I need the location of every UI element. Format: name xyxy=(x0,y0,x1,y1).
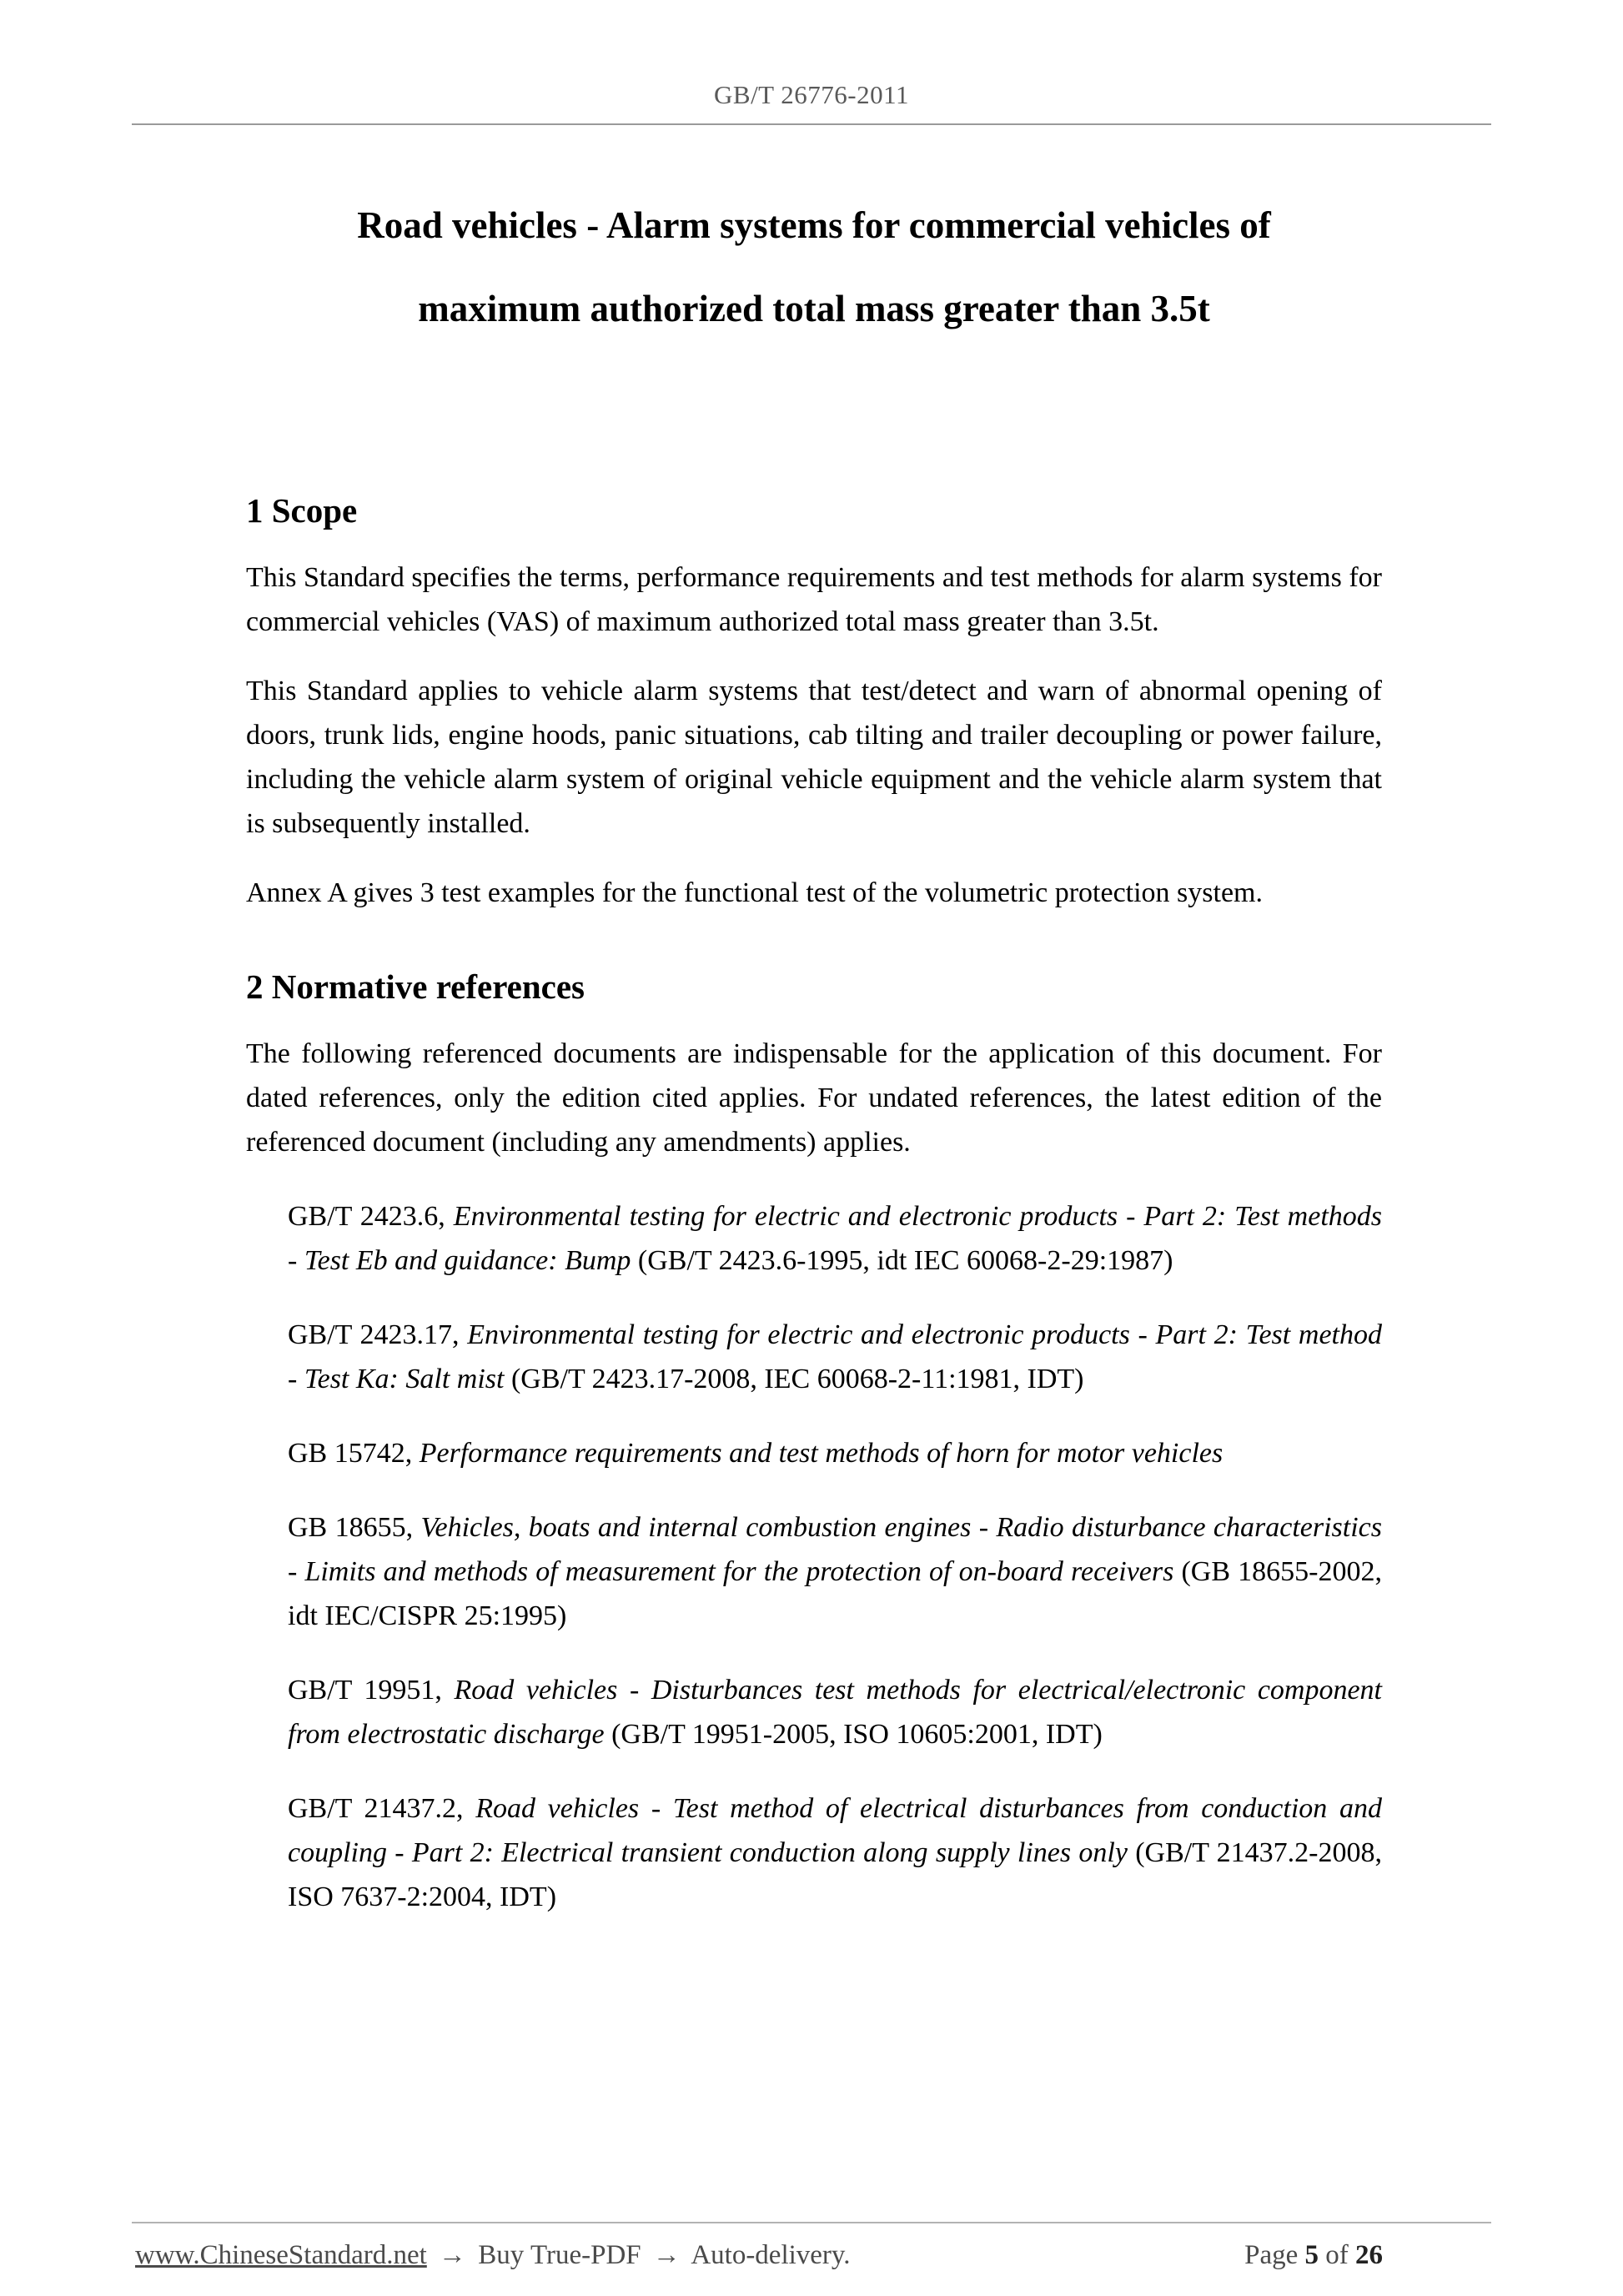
document-title xyxy=(246,183,1382,350)
of-label: of xyxy=(1325,2240,1349,2270)
page-header xyxy=(0,0,1623,125)
reference-details: (GB/T 2423.17-2008, IEC 60068-2-11:1981, IDT) xyxy=(504,1364,1084,1394)
page-label: Page xyxy=(1244,2240,1299,2270)
scope-paragraph-3: Annex A gives 3 test examples for the functional test of the volumetric protection system. xyxy=(246,877,1264,908)
page-indicator xyxy=(1244,2240,1383,2271)
reference-item xyxy=(246,1786,1382,1919)
reference-details: (GB/T 21437.2-2008, ISO 7637-2:2004, IDT) xyxy=(288,1837,1382,1912)
reference-item xyxy=(246,1194,1382,1283)
reference-number: GB/T 2423.17, xyxy=(288,1319,468,1350)
arrow-icon: → xyxy=(439,2240,467,2270)
reference-title: Environmental testing for electric and electronic products - Part 2: Test methods - Test Eb and guidance: Bump xyxy=(288,1201,1382,1276)
current-page-number: 5 xyxy=(1304,2240,1319,2270)
reference-title: Vehicles, boats and internal combustion engines - Radio disturbance characteristics - Limits and methods of measurement for the protection of on-board receivers xyxy=(288,1512,1383,1587)
reference-item xyxy=(246,1505,1382,1638)
reference-number: GB/T 2423.6, xyxy=(288,1201,454,1232)
document-content xyxy=(0,183,1623,1919)
normative-intro-paragraph: The following referenced documents are indispensable for the application of this document. For dated references, only the edition cited applies. For undated references, the latest edition of the referenced document (including any amendments) applies. xyxy=(246,1038,1382,1158)
doc-number: GB/T 26776-2011 xyxy=(714,80,909,109)
reference-details: (GB 18655-2002, idt IEC/CISPR 25:1995) xyxy=(288,1556,1382,1631)
header-divider xyxy=(132,123,1491,125)
reference-details: (GB/T 19951-2005, ISO 10605:2001, IDT) xyxy=(604,1719,1103,1750)
reference-title: Environmental testing for electric and electronic products - Part 2: Test method - Test Ka: Salt mist xyxy=(288,1319,1383,1394)
section-heading-scope: 1 Scope xyxy=(246,491,358,530)
title-line-2: maximum authorized total mass greater than 3.5t xyxy=(418,288,1210,329)
page-footer xyxy=(0,2222,1623,2296)
arrow-icon: → xyxy=(652,2240,681,2270)
reference-item xyxy=(246,1313,1382,1401)
scope-paragraph-2: This Standard applies to vehicle alarm systems that test/detect and warn of abnormal opening of doors, trunk lids, engine hoods, panic situations, cab tilting and trailer decoupling or power failure, including the vehicle alarm system of original vehicle equipment and the vehicle alarm system that is subsequently installed. xyxy=(246,676,1382,839)
reference-number: GB/T 21437.2, xyxy=(288,1793,476,1824)
reference-list xyxy=(246,1194,1382,1919)
section-heading-normative-references: 2 Normative references xyxy=(246,967,585,1006)
scope-paragraph-1: This Standard specifies the terms, performance requirements and test methods for alarm systems for commercial vehicles (VAS) of maximum authorized total mass greater than 3.5t. xyxy=(246,562,1382,637)
reference-title: Road vehicles - Disturbances test methods for electrical/electronic component from electrostatic discharge xyxy=(288,1675,1382,1750)
buy-true-pdf-label: Buy True-PDF xyxy=(478,2240,641,2270)
reference-item xyxy=(246,1431,1382,1475)
reference-details: (GB/T 2423.6-1995, idt IEC 60068-2-29:1987) xyxy=(631,1245,1173,1276)
site-link[interactable]: www.ChineseStandard.net xyxy=(135,2240,427,2270)
reference-title: Road vehicles - Test method of electrical disturbances from conduction and coupling - Part 2: Electrical transient conduction along supply lines only xyxy=(288,1793,1382,1868)
reference-item xyxy=(246,1668,1382,1756)
reference-number: GB/T 19951, xyxy=(288,1675,455,1706)
footer-row xyxy=(135,2240,1490,2296)
reference-title: Performance requirements and test methods of horn for motor vehicles xyxy=(419,1438,1224,1469)
reference-number: GB 18655, xyxy=(288,1512,421,1543)
reference-number: GB 15742, xyxy=(288,1438,420,1469)
auto-delivery-label: Auto-delivery. xyxy=(691,2240,851,2270)
title-line-1: Road vehicles - Alarm systems for commercial vehicles of xyxy=(357,204,1271,246)
total-page-number: 26 xyxy=(1355,2240,1383,2270)
footer-divider xyxy=(132,2222,1491,2223)
footer-left xyxy=(135,2240,856,2271)
